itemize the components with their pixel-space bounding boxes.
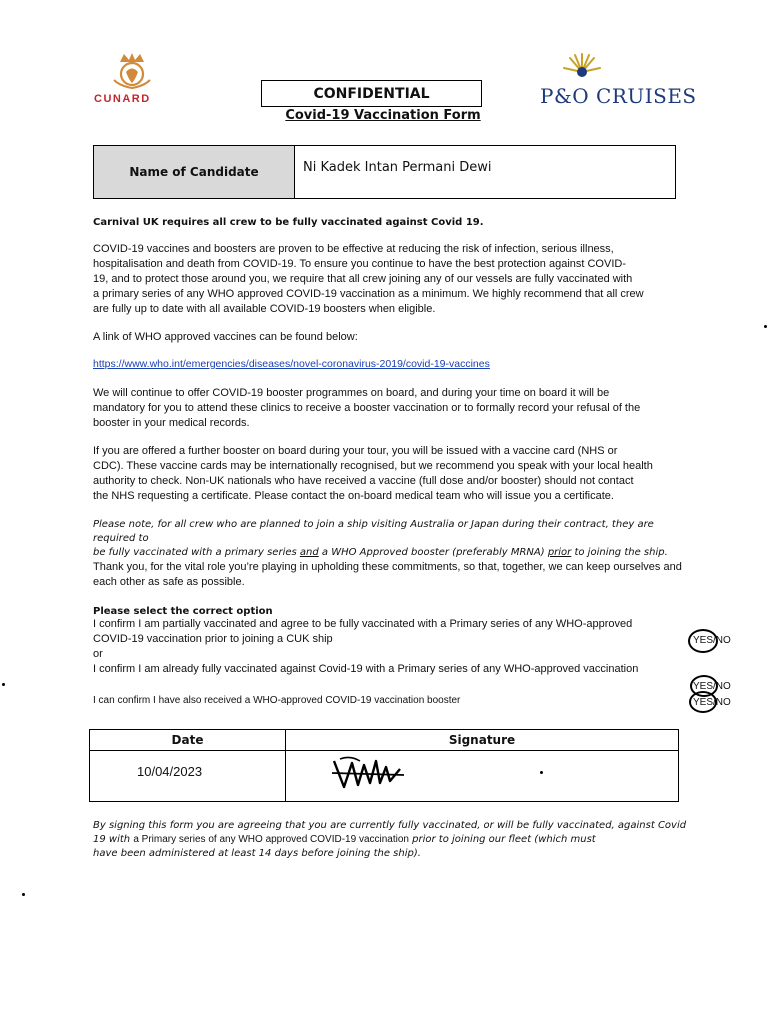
text-line: booster in your medical records.: [93, 417, 250, 429]
vaccine-paragraph: [93, 242, 688, 317]
yes-option[interactable]: YES: [693, 681, 714, 692]
text-part: prior to joining our fleet (which must: [408, 834, 596, 845]
cunard-logo: [92, 50, 172, 110]
yes-option[interactable]: YES: [693, 697, 714, 708]
text-line: By signing this form you are agreeing that you are currently fully vaccinated, or will be fully vaccinated, against Covid: [93, 820, 687, 831]
candidate-table: [93, 145, 676, 199]
cunard-wordmark: CUNARD: [94, 93, 151, 105]
dot-mark: [540, 771, 543, 774]
signature-table: [89, 729, 679, 802]
no-option[interactable]: /NO: [713, 635, 731, 646]
option-2-text: I confirm I am already fully vaccinated against Covid-19 with a Primary series of any WHO-approved vaccination: [93, 663, 639, 675]
option-3-text: I can confirm I have also received a WHO-approved COVID-19 vaccination booster: [93, 695, 461, 706]
text-line: [93, 833, 688, 847]
text-line: a primary series of any WHO approved COVID-19 vaccination as a minimum. We highly recommend that all crew: [93, 288, 644, 300]
sun-star-icon: [560, 52, 604, 86]
underlined-prior: prior: [547, 547, 572, 558]
text-line: mandatory for you to attend these clinics to receive a booster vaccination or to formally record your refusal of the: [93, 402, 641, 414]
signing-disclaimer: [93, 819, 688, 861]
po-cruises-logo: [538, 52, 697, 112]
scan-mark: [22, 893, 25, 896]
text-line: Please note, for all crew who are planned to join a ship visiting Australia or Japan during their contract, they are required to: [93, 519, 654, 544]
text-line: COVID-19 vaccines and boosters are proven to be effective at reducing the risk of infection, serious illness,: [93, 243, 614, 255]
text-line: Thank you, for the vital role you’re playing in upholding these commitments, so that, together, we can keep ourselves and: [93, 561, 682, 573]
text-part: a Primary series of any WHO approved COVID-19 vaccination: [133, 834, 409, 845]
signature-header: Signature: [286, 730, 678, 751]
no-option[interactable]: /NO: [713, 681, 731, 692]
text-line: each other as safe as possible.: [93, 576, 245, 588]
text-line: are fully up to date with all available COVID-19 boosters when eligible.: [93, 303, 436, 315]
confidential-label: CONFIDENTIAL: [261, 80, 482, 107]
who-vaccines-link[interactable]: https://www.who.int/emergencies/diseases/novel-coronavirus-2019/covid-19-vaccines: [93, 358, 490, 370]
option-1-text: I confirm I am partially vaccinated and agree to be fully vaccinated with a Primary series of any WHO-approved: [93, 618, 633, 630]
text-line: hospitalisation and death from COVID-19. To ensure you continue to have the best protection against COVID-: [93, 258, 626, 270]
link-intro: A link of WHO approved vaccines can be found below:: [93, 331, 358, 343]
yes-selection-circle: [689, 691, 717, 713]
scan-mark: [2, 683, 5, 686]
text-part: a WHO Approved booster (preferably MRNA): [318, 547, 548, 558]
handwritten-signature-icon: [330, 753, 410, 793]
options-heading: Please select the correct option: [93, 606, 273, 617]
scan-mark: [764, 325, 767, 328]
text-line: have been administered at least 14 days before joining the ship).: [93, 848, 421, 859]
text-part: to joining the ship.: [571, 547, 668, 558]
text-part: 19 with: [93, 834, 134, 845]
text-line: We will continue to offer COVID-19 booster programmes on board, and during your time on board it will be: [93, 387, 610, 399]
yes-option[interactable]: YES: [693, 635, 714, 646]
text-line: [93, 546, 688, 560]
lion-crest-icon: [102, 50, 162, 92]
candidate-name-field[interactable]: Ni Kadek Intan Permani Dewi: [303, 160, 492, 175]
text-line: authority to check. Non-UK nationals who have received a vaccine (full dose and/or booster) should not contact: [93, 475, 634, 487]
text-line: 19, and to protect those around you, we require that all crew joining any of our vessels are fully vaccinated with: [93, 273, 633, 285]
text-line: the NHS requesting a certificate. Please contact the on-board medical team who will issue you a certificate.: [93, 490, 614, 502]
text-line: If you are offered a further booster on board during your tour, you will be issued with a vaccine card (NHS or: [93, 445, 618, 457]
date-field[interactable]: 10/04/2023: [137, 764, 203, 779]
australia-japan-note: [93, 518, 688, 560]
vaccine-card-paragraph: [93, 444, 688, 504]
signature-field[interactable]: [330, 753, 410, 798]
intro-statement: Carnival UK requires all crew to be fully vaccinated against Covid 19.: [93, 217, 484, 228]
thanks-paragraph: [93, 560, 688, 590]
or-label: or: [93, 648, 103, 660]
text-part: be fully vaccinated with a primary series: [93, 547, 300, 558]
options-section: [93, 617, 731, 708]
po-cruises-wordmark: P&O CRUISES: [540, 84, 697, 108]
text-line: CDC). These vaccine cards may be internationally recognised, but we recommend you speak with your local health: [93, 460, 653, 472]
column-divider: [285, 730, 286, 801]
booster-paragraph: [93, 386, 688, 431]
candidate-label: Name of Candidate: [94, 146, 295, 198]
no-option[interactable]: /NO: [713, 697, 731, 708]
underlined-and: and: [299, 547, 319, 558]
date-header: Date: [90, 730, 285, 751]
form-title: Covid-19 Vaccination Form: [285, 108, 481, 123]
option-1-text: COVID-19 vaccination prior to joining a CUK ship: [93, 633, 333, 645]
yes-selection-circle: [688, 629, 718, 653]
